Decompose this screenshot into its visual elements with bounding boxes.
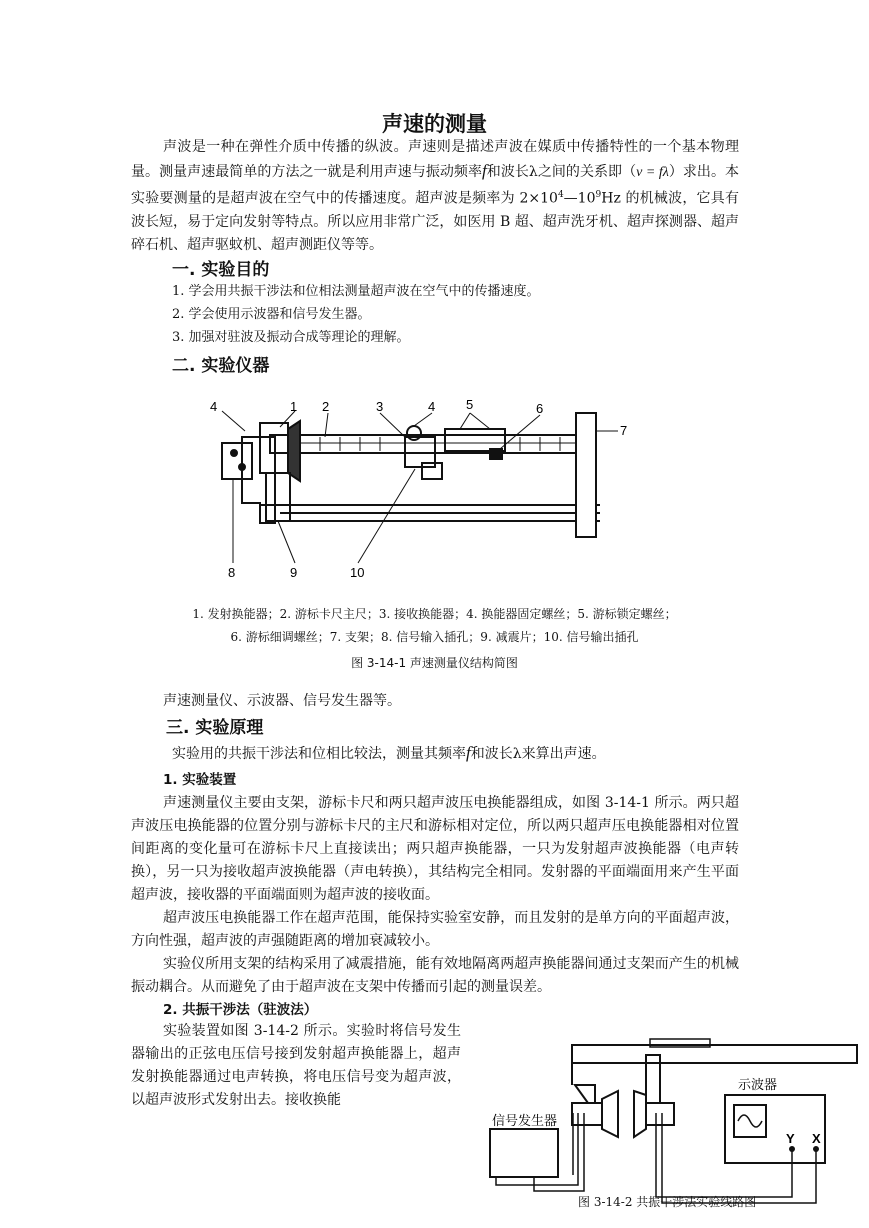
y-terminal-label: Y [786,1131,795,1146]
symbol-f-2: f [466,743,471,762]
principle-intro-a: 实验用的共振干涉法和位相比较法，测量其频率 [172,746,466,762]
intro-text-4: —10 [563,190,596,207]
fig1-label-5: 5 [466,397,474,412]
symbol-f: f [482,161,487,180]
fig1-legend-line-1: 1. 发射换能器；2. 游标卡尺主尺；3. 接收换能器；4. 换能器固定螺丝；5. 游标锁定螺丝； [192,607,677,621]
fig1-label-10: 10 [350,565,365,580]
subsection-resonance: 2. 共振干涉法（驻波法） [163,1002,318,1018]
setup-paragraph-1: 声速测量仪主要由支架，游标卡尺和两只超声波压电换能器组成，如图 3-14-1 所示。两只超声波压电换能器的位置分别与游标卡尺的主尺和游标相对定位，所以两只超声压电换能器相对位置间距离的变化量可在游标卡尺上直接读出；两只超声换能器，一只为发射超声波换能器（电声转换），另一只为接收超声波换能器（声电转换），其结构完全相同。发射器的平面端面用来产生平面超声波，接收器的平面端面则为超声波的接收面。 [131,795,739,903]
intro-text-1: 声波是一种在弹性介质中传播的纵波。声速则是描述声波在媒质中传播特性的一个基本物理量。测量声速最简单的方法之一就是利用声速与振动频率 [131,139,739,180]
setup-paragraph-2: 超声波压电换能器工作在超声范围，能保持实验室安静，而且发射的是单方向的平面超声波，方向性强，超声波的声强随距离的增加衰减较小。 [131,910,739,949]
fig1-legend-line-2: 6. 游标细调螺丝；7. 支架；8. 信号输入插孔；9. 减震片；10. 信号输出插孔 [230,630,639,644]
principle-intro [172,741,780,766]
formula: v = fλ [636,165,669,180]
fig1-label-1: 1 [290,399,298,414]
page-title: 声速的测量 [382,112,487,136]
fig1-label-3: 3 [376,399,384,414]
purpose-item-2: 2. 学会使用示波器和信号发生器。 [172,307,371,322]
intro-text-5: Hz 的机械波，它具有波长短，易于定向发射等特点。所以应用非常广泛，如医用 B 超、超声洗牙机、超声探测器、超声碎石机、超声驱蚊机、超声测距仪等等。 [131,190,739,253]
fig2-caption: 图 3-14-2 共振干涉法实验线路图 [578,1195,757,1209]
exponent-1: 4 [557,190,564,200]
apparatus-diagram [200,393,640,585]
subsection-setup: 1. 实验装置 [163,772,237,788]
exponent-2: 9 [595,190,602,200]
fig1-label-2: 2 [322,399,330,414]
intro-text-3: ）求出。本实验要测量的是超声波在空气中的传播速度。超声波是频率为 2×10 [131,164,740,207]
fig1-label-4b: 4 [428,399,436,414]
fig1-label-4a: 4 [210,399,218,414]
circuit-diagram [480,1025,865,1210]
intro-paragraph [131,136,739,257]
oscilloscope-label: 示波器 [738,1077,778,1092]
fig1-label-7: 7 [620,423,628,438]
fig1-label-9: 9 [290,565,298,580]
section-heading-apparatus: 二. 实验仪器 [172,356,270,376]
fig1-caption: 图 3-14-1 声速测量仪结构简图 [351,656,518,670]
setup-paragraph-3: 实验仪所用支架的结构采用了减震措施，能有效地隔离两超声换能器间通过支架而产生的机械振动耦合。从而避免了由于超声波在支架中传播而引起的测量误差。 [131,956,739,995]
resonance-paragraph: 实验装置如图 3-14-2 所示。实验时将信号发生器输出的正弦电压信号接到发射超声换能器上，超声发射换能器通过电声转换，将电压信号变为超声波，以超声波形式发射出去。接收换能 [131,1023,461,1108]
principle-intro-b: 和波长λ来算出声速。 [470,746,606,762]
fig1-label-6: 6 [536,401,544,416]
purpose-item-1: 1. 学会用共振干涉法和位相法测量超声波在空气中的传播速度。 [172,284,540,299]
signal-generator-label: 信号发生器 [492,1113,558,1128]
instrument-list: 声速测量仪、示波器、信号发生器等。 [163,693,401,709]
intro-text-2: 和波长λ之间的关系即（ [486,164,637,180]
purpose-item-3: 3. 加强对驻波及振动合成等理论的理解。 [172,330,410,345]
fig1-label-8: 8 [228,565,236,580]
section-heading-purpose: 一. 实验目的 [172,260,270,280]
section-heading-principle: 三. 实验原理 [166,718,264,738]
x-terminal-label: X [812,1131,821,1146]
